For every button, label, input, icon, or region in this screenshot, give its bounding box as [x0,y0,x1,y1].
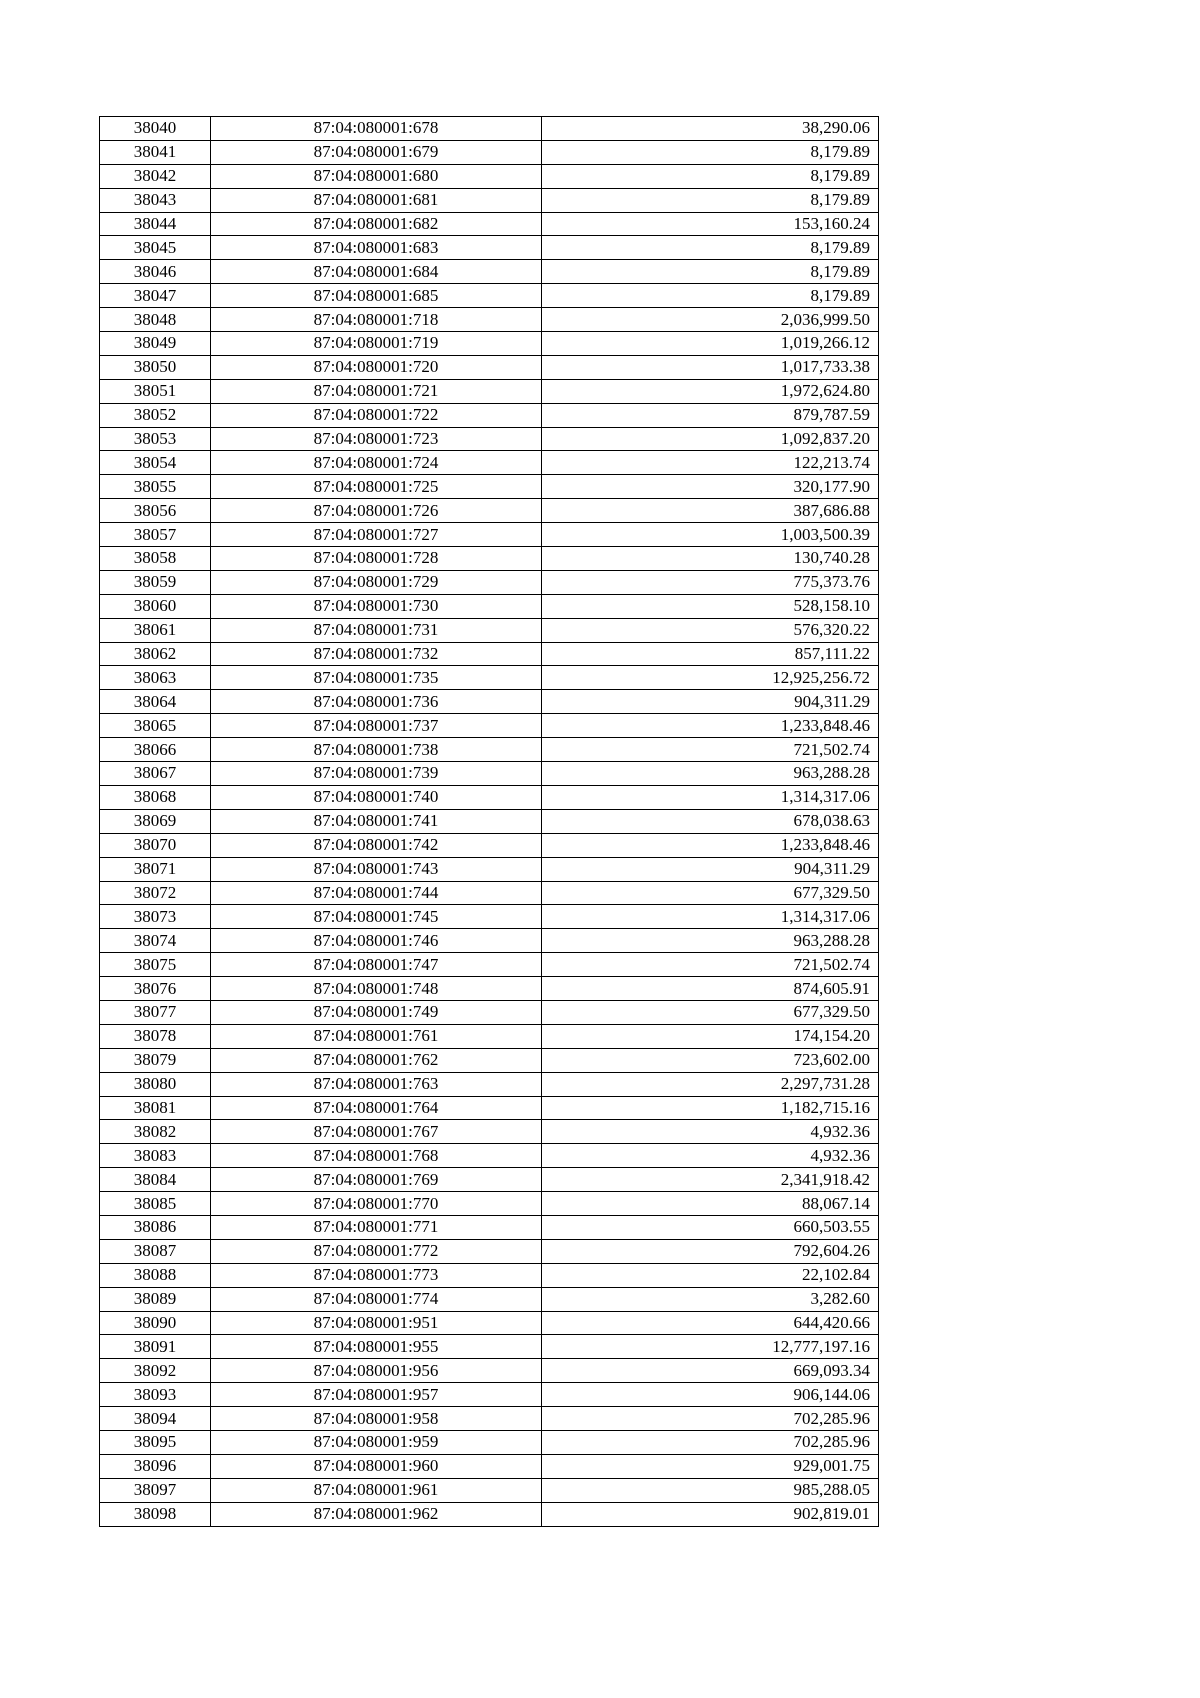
table-row [100,308,879,332]
cadastral-number-cell: 87:04:080001:745 [211,905,542,929]
cadastral-value-cell: 904,311.29 [542,690,879,714]
cadastral-number-cell: 87:04:080001:768 [211,1144,542,1168]
cadastral-number-cell: 87:04:080001:773 [211,1263,542,1287]
cadastral-value-cell: 678,038.63 [542,809,879,833]
row-number-cell: 38092 [100,1359,211,1383]
cadastral-number-cell: 87:04:080001:728 [211,547,542,571]
cadastral-value-cell: 963,288.28 [542,762,879,786]
row-number-cell: 38079 [100,1048,211,1072]
cadastral-value-cell: 702,285.96 [542,1407,879,1431]
table-row [100,833,879,857]
cadastral-number-cell: 87:04:080001:727 [211,523,542,547]
table-row [100,666,879,690]
row-number-cell: 38064 [100,690,211,714]
cadastral-value-cell: 153,160.24 [542,212,879,236]
cadastral-number-cell: 87:04:080001:767 [211,1120,542,1144]
row-number-cell: 38097 [100,1478,211,1502]
cadastral-value-cell: 38,290.06 [542,117,879,141]
cadastral-number-cell: 87:04:080001:729 [211,570,542,594]
cadastral-value-cell: 1,019,266.12 [542,332,879,356]
table-row [100,499,879,523]
row-number-cell: 38057 [100,523,211,547]
row-number-cell: 38077 [100,1000,211,1024]
table-row [100,355,879,379]
row-number-cell: 38051 [100,379,211,403]
table-body [100,117,879,1527]
cadastral-value-cell: 2,036,999.50 [542,308,879,332]
row-number-cell: 38071 [100,857,211,881]
table-row [100,738,879,762]
row-number-cell: 38055 [100,475,211,499]
row-number-cell: 38042 [100,164,211,188]
table-row [100,1454,879,1478]
table-row [100,1048,879,1072]
cadastral-number-cell: 87:04:080001:720 [211,355,542,379]
row-number-cell: 38084 [100,1168,211,1192]
row-number-cell: 38061 [100,618,211,642]
cadastral-number-cell: 87:04:080001:718 [211,308,542,332]
row-number-cell: 38096 [100,1454,211,1478]
cadastral-value-cell: 792,604.26 [542,1239,879,1263]
row-number-cell: 38074 [100,929,211,953]
table-row [100,1359,879,1383]
cadastral-number-cell: 87:04:080001:762 [211,1048,542,1072]
cadastral-value-cell: 8,179.89 [542,164,879,188]
cadastral-value-cell: 723,602.00 [542,1048,879,1072]
table-row [100,690,879,714]
cadastral-number-cell: 87:04:080001:679 [211,140,542,164]
row-number-cell: 38080 [100,1072,211,1096]
table-row [100,1144,879,1168]
table-row [100,1120,879,1144]
table-row [100,1311,879,1335]
table-row [100,977,879,1001]
cadastral-value-table-container [99,116,878,1527]
cadastral-number-cell: 87:04:080001:723 [211,427,542,451]
cadastral-value-cell: 8,179.89 [542,260,879,284]
cadastral-number-cell: 87:04:080001:685 [211,284,542,308]
cadastral-value-cell: 1,003,500.39 [542,523,879,547]
row-number-cell: 38047 [100,284,211,308]
cadastral-value-cell: 8,179.89 [542,236,879,260]
cadastral-value-cell: 677,329.50 [542,881,879,905]
row-number-cell: 38090 [100,1311,211,1335]
cadastral-value-cell: 320,177.90 [542,475,879,499]
cadastral-number-cell: 87:04:080001:761 [211,1024,542,1048]
cadastral-number-cell: 87:04:080001:774 [211,1287,542,1311]
cadastral-number-cell: 87:04:080001:961 [211,1478,542,1502]
row-number-cell: 38078 [100,1024,211,1048]
table-row [100,236,879,260]
table-row [100,188,879,212]
row-number-cell: 38050 [100,355,211,379]
row-number-cell: 38063 [100,666,211,690]
row-number-cell: 38059 [100,570,211,594]
cadastral-value-cell: 174,154.20 [542,1024,879,1048]
cadastral-value-cell: 904,311.29 [542,857,879,881]
table-row [100,762,879,786]
cadastral-value-cell: 929,001.75 [542,1454,879,1478]
table-row [100,1430,879,1454]
row-number-cell: 38041 [100,140,211,164]
cadastral-number-cell: 87:04:080001:746 [211,929,542,953]
row-number-cell: 38058 [100,547,211,571]
cadastral-value-cell: 1,233,848.46 [542,714,879,738]
cadastral-value-cell: 775,373.76 [542,570,879,594]
cadastral-value-cell: 985,288.05 [542,1478,879,1502]
row-number-cell: 38087 [100,1239,211,1263]
table-row [100,953,879,977]
cadastral-value-cell: 963,288.28 [542,929,879,953]
table-row [100,1383,879,1407]
cadastral-value-cell: 874,605.91 [542,977,879,1001]
cadastral-value-cell: 22,102.84 [542,1263,879,1287]
row-number-cell: 38070 [100,833,211,857]
cadastral-value-cell: 1,314,317.06 [542,905,879,929]
cadastral-number-cell: 87:04:080001:736 [211,690,542,714]
table-row [100,1239,879,1263]
table-row [100,785,879,809]
cadastral-value-cell: 8,179.89 [542,284,879,308]
cadastral-number-cell: 87:04:080001:730 [211,594,542,618]
cadastral-value-cell: 12,925,256.72 [542,666,879,690]
table-row [100,260,879,284]
table-row [100,1263,879,1287]
table-row [100,1072,879,1096]
cadastral-value-cell: 88,067.14 [542,1192,879,1216]
cadastral-number-cell: 87:04:080001:726 [211,499,542,523]
cadastral-number-cell: 87:04:080001:678 [211,117,542,141]
cadastral-value-cell: 1,233,848.46 [542,833,879,857]
table-row [100,1168,879,1192]
cadastral-value-cell: 2,297,731.28 [542,1072,879,1096]
table-row [100,809,879,833]
cadastral-value-cell: 4,932.36 [542,1120,879,1144]
cadastral-value-cell: 857,111.22 [542,642,879,666]
cadastral-number-cell: 87:04:080001:769 [211,1168,542,1192]
table-row [100,451,879,475]
cadastral-value-cell: 387,686.88 [542,499,879,523]
cadastral-number-cell: 87:04:080001:770 [211,1192,542,1216]
cadastral-value-cell: 1,017,733.38 [542,355,879,379]
table-row [100,403,879,427]
cadastral-number-cell: 87:04:080001:738 [211,738,542,762]
cadastral-value-cell: 1,092,837.20 [542,427,879,451]
table-row [100,1478,879,1502]
row-number-cell: 38072 [100,881,211,905]
cadastral-number-cell: 87:04:080001:743 [211,857,542,881]
cadastral-number-cell: 87:04:080001:955 [211,1335,542,1359]
cadastral-number-cell: 87:04:080001:741 [211,809,542,833]
cadastral-value-table [99,116,879,1527]
cadastral-number-cell: 87:04:080001:962 [211,1502,542,1526]
cadastral-number-cell: 87:04:080001:732 [211,642,542,666]
table-row [100,618,879,642]
row-number-cell: 38085 [100,1192,211,1216]
cadastral-number-cell: 87:04:080001:763 [211,1072,542,1096]
cadastral-value-cell: 12,777,197.16 [542,1335,879,1359]
cadastral-value-cell: 576,320.22 [542,618,879,642]
row-number-cell: 38089 [100,1287,211,1311]
row-number-cell: 38043 [100,188,211,212]
cadastral-number-cell: 87:04:080001:739 [211,762,542,786]
table-row [100,1407,879,1431]
table-row [100,427,879,451]
row-number-cell: 38048 [100,308,211,332]
table-row [100,140,879,164]
cadastral-number-cell: 87:04:080001:681 [211,188,542,212]
row-number-cell: 38054 [100,451,211,475]
row-number-cell: 38068 [100,785,211,809]
table-row [100,547,879,571]
table-row [100,1024,879,1048]
table-row [100,1335,879,1359]
cadastral-value-cell: 1,182,715.16 [542,1096,879,1120]
cadastral-number-cell: 87:04:080001:956 [211,1359,542,1383]
row-number-cell: 38075 [100,953,211,977]
cadastral-number-cell: 87:04:080001:684 [211,260,542,284]
cadastral-value-cell: 8,179.89 [542,188,879,212]
table-row [100,594,879,618]
row-number-cell: 38083 [100,1144,211,1168]
row-number-cell: 38082 [100,1120,211,1144]
table-row [100,714,879,738]
row-number-cell: 38088 [100,1263,211,1287]
cadastral-number-cell: 87:04:080001:747 [211,953,542,977]
cadastral-number-cell: 87:04:080001:721 [211,379,542,403]
cadastral-value-cell: 660,503.55 [542,1215,879,1239]
table-row [100,117,879,141]
row-number-cell: 38049 [100,332,211,356]
row-number-cell: 38067 [100,762,211,786]
row-number-cell: 38076 [100,977,211,1001]
cadastral-value-cell: 669,093.34 [542,1359,879,1383]
row-number-cell: 38066 [100,738,211,762]
cadastral-value-cell: 906,144.06 [542,1383,879,1407]
cadastral-number-cell: 87:04:080001:719 [211,332,542,356]
cadastral-value-cell: 677,329.50 [542,1000,879,1024]
cadastral-number-cell: 87:04:080001:960 [211,1454,542,1478]
cadastral-value-cell: 902,819.01 [542,1502,879,1526]
cadastral-value-cell: 1,972,624.80 [542,379,879,403]
cadastral-value-cell: 644,420.66 [542,1311,879,1335]
table-row [100,1215,879,1239]
cadastral-number-cell: 87:04:080001:683 [211,236,542,260]
cadastral-number-cell: 87:04:080001:742 [211,833,542,857]
table-row [100,164,879,188]
cadastral-value-cell: 2,341,918.42 [542,1168,879,1192]
table-row [100,905,879,929]
cadastral-value-cell: 3,282.60 [542,1287,879,1311]
table-row [100,1287,879,1311]
cadastral-number-cell: 87:04:080001:724 [211,451,542,475]
table-row [100,929,879,953]
row-number-cell: 38098 [100,1502,211,1526]
table-row [100,212,879,236]
row-number-cell: 38073 [100,905,211,929]
table-row [100,1000,879,1024]
cadastral-number-cell: 87:04:080001:764 [211,1096,542,1120]
row-number-cell: 38044 [100,212,211,236]
cadastral-number-cell: 87:04:080001:958 [211,1407,542,1431]
row-number-cell: 38053 [100,427,211,451]
table-row [100,523,879,547]
cadastral-number-cell: 87:04:080001:737 [211,714,542,738]
row-number-cell: 38069 [100,809,211,833]
cadastral-value-cell: 528,158.10 [542,594,879,618]
cadastral-number-cell: 87:04:080001:748 [211,977,542,1001]
cadastral-number-cell: 87:04:080001:771 [211,1215,542,1239]
row-number-cell: 38094 [100,1407,211,1431]
table-row [100,284,879,308]
cadastral-value-cell: 1,314,317.06 [542,785,879,809]
cadastral-value-cell: 702,285.96 [542,1430,879,1454]
cadastral-value-cell: 721,502.74 [542,738,879,762]
cadastral-value-cell: 879,787.59 [542,403,879,427]
cadastral-number-cell: 87:04:080001:957 [211,1383,542,1407]
table-row [100,1096,879,1120]
table-row [100,881,879,905]
cadastral-number-cell: 87:04:080001:725 [211,475,542,499]
row-number-cell: 38093 [100,1383,211,1407]
row-number-cell: 38062 [100,642,211,666]
cadastral-number-cell: 87:04:080001:959 [211,1430,542,1454]
row-number-cell: 38086 [100,1215,211,1239]
table-row [100,1502,879,1526]
cadastral-number-cell: 87:04:080001:682 [211,212,542,236]
cadastral-number-cell: 87:04:080001:740 [211,785,542,809]
cadastral-number-cell: 87:04:080001:744 [211,881,542,905]
cadastral-number-cell: 87:04:080001:731 [211,618,542,642]
cadastral-value-cell: 130,740.28 [542,547,879,571]
table-row [100,642,879,666]
cadastral-number-cell: 87:04:080001:772 [211,1239,542,1263]
row-number-cell: 38065 [100,714,211,738]
cadastral-number-cell: 87:04:080001:722 [211,403,542,427]
cadastral-value-cell: 122,213.74 [542,451,879,475]
table-row [100,379,879,403]
cadastral-value-cell: 721,502.74 [542,953,879,977]
cadastral-number-cell: 87:04:080001:951 [211,1311,542,1335]
row-number-cell: 38052 [100,403,211,427]
cadastral-value-cell: 8,179.89 [542,140,879,164]
table-row [100,857,879,881]
table-row [100,475,879,499]
cadastral-number-cell: 87:04:080001:735 [211,666,542,690]
row-number-cell: 38095 [100,1430,211,1454]
table-row [100,1192,879,1216]
row-number-cell: 38045 [100,236,211,260]
table-row [100,332,879,356]
row-number-cell: 38081 [100,1096,211,1120]
cadastral-number-cell: 87:04:080001:680 [211,164,542,188]
cadastral-value-cell: 4,932.36 [542,1144,879,1168]
row-number-cell: 38046 [100,260,211,284]
row-number-cell: 38060 [100,594,211,618]
row-number-cell: 38040 [100,117,211,141]
cadastral-number-cell: 87:04:080001:749 [211,1000,542,1024]
row-number-cell: 38056 [100,499,211,523]
table-row [100,570,879,594]
row-number-cell: 38091 [100,1335,211,1359]
